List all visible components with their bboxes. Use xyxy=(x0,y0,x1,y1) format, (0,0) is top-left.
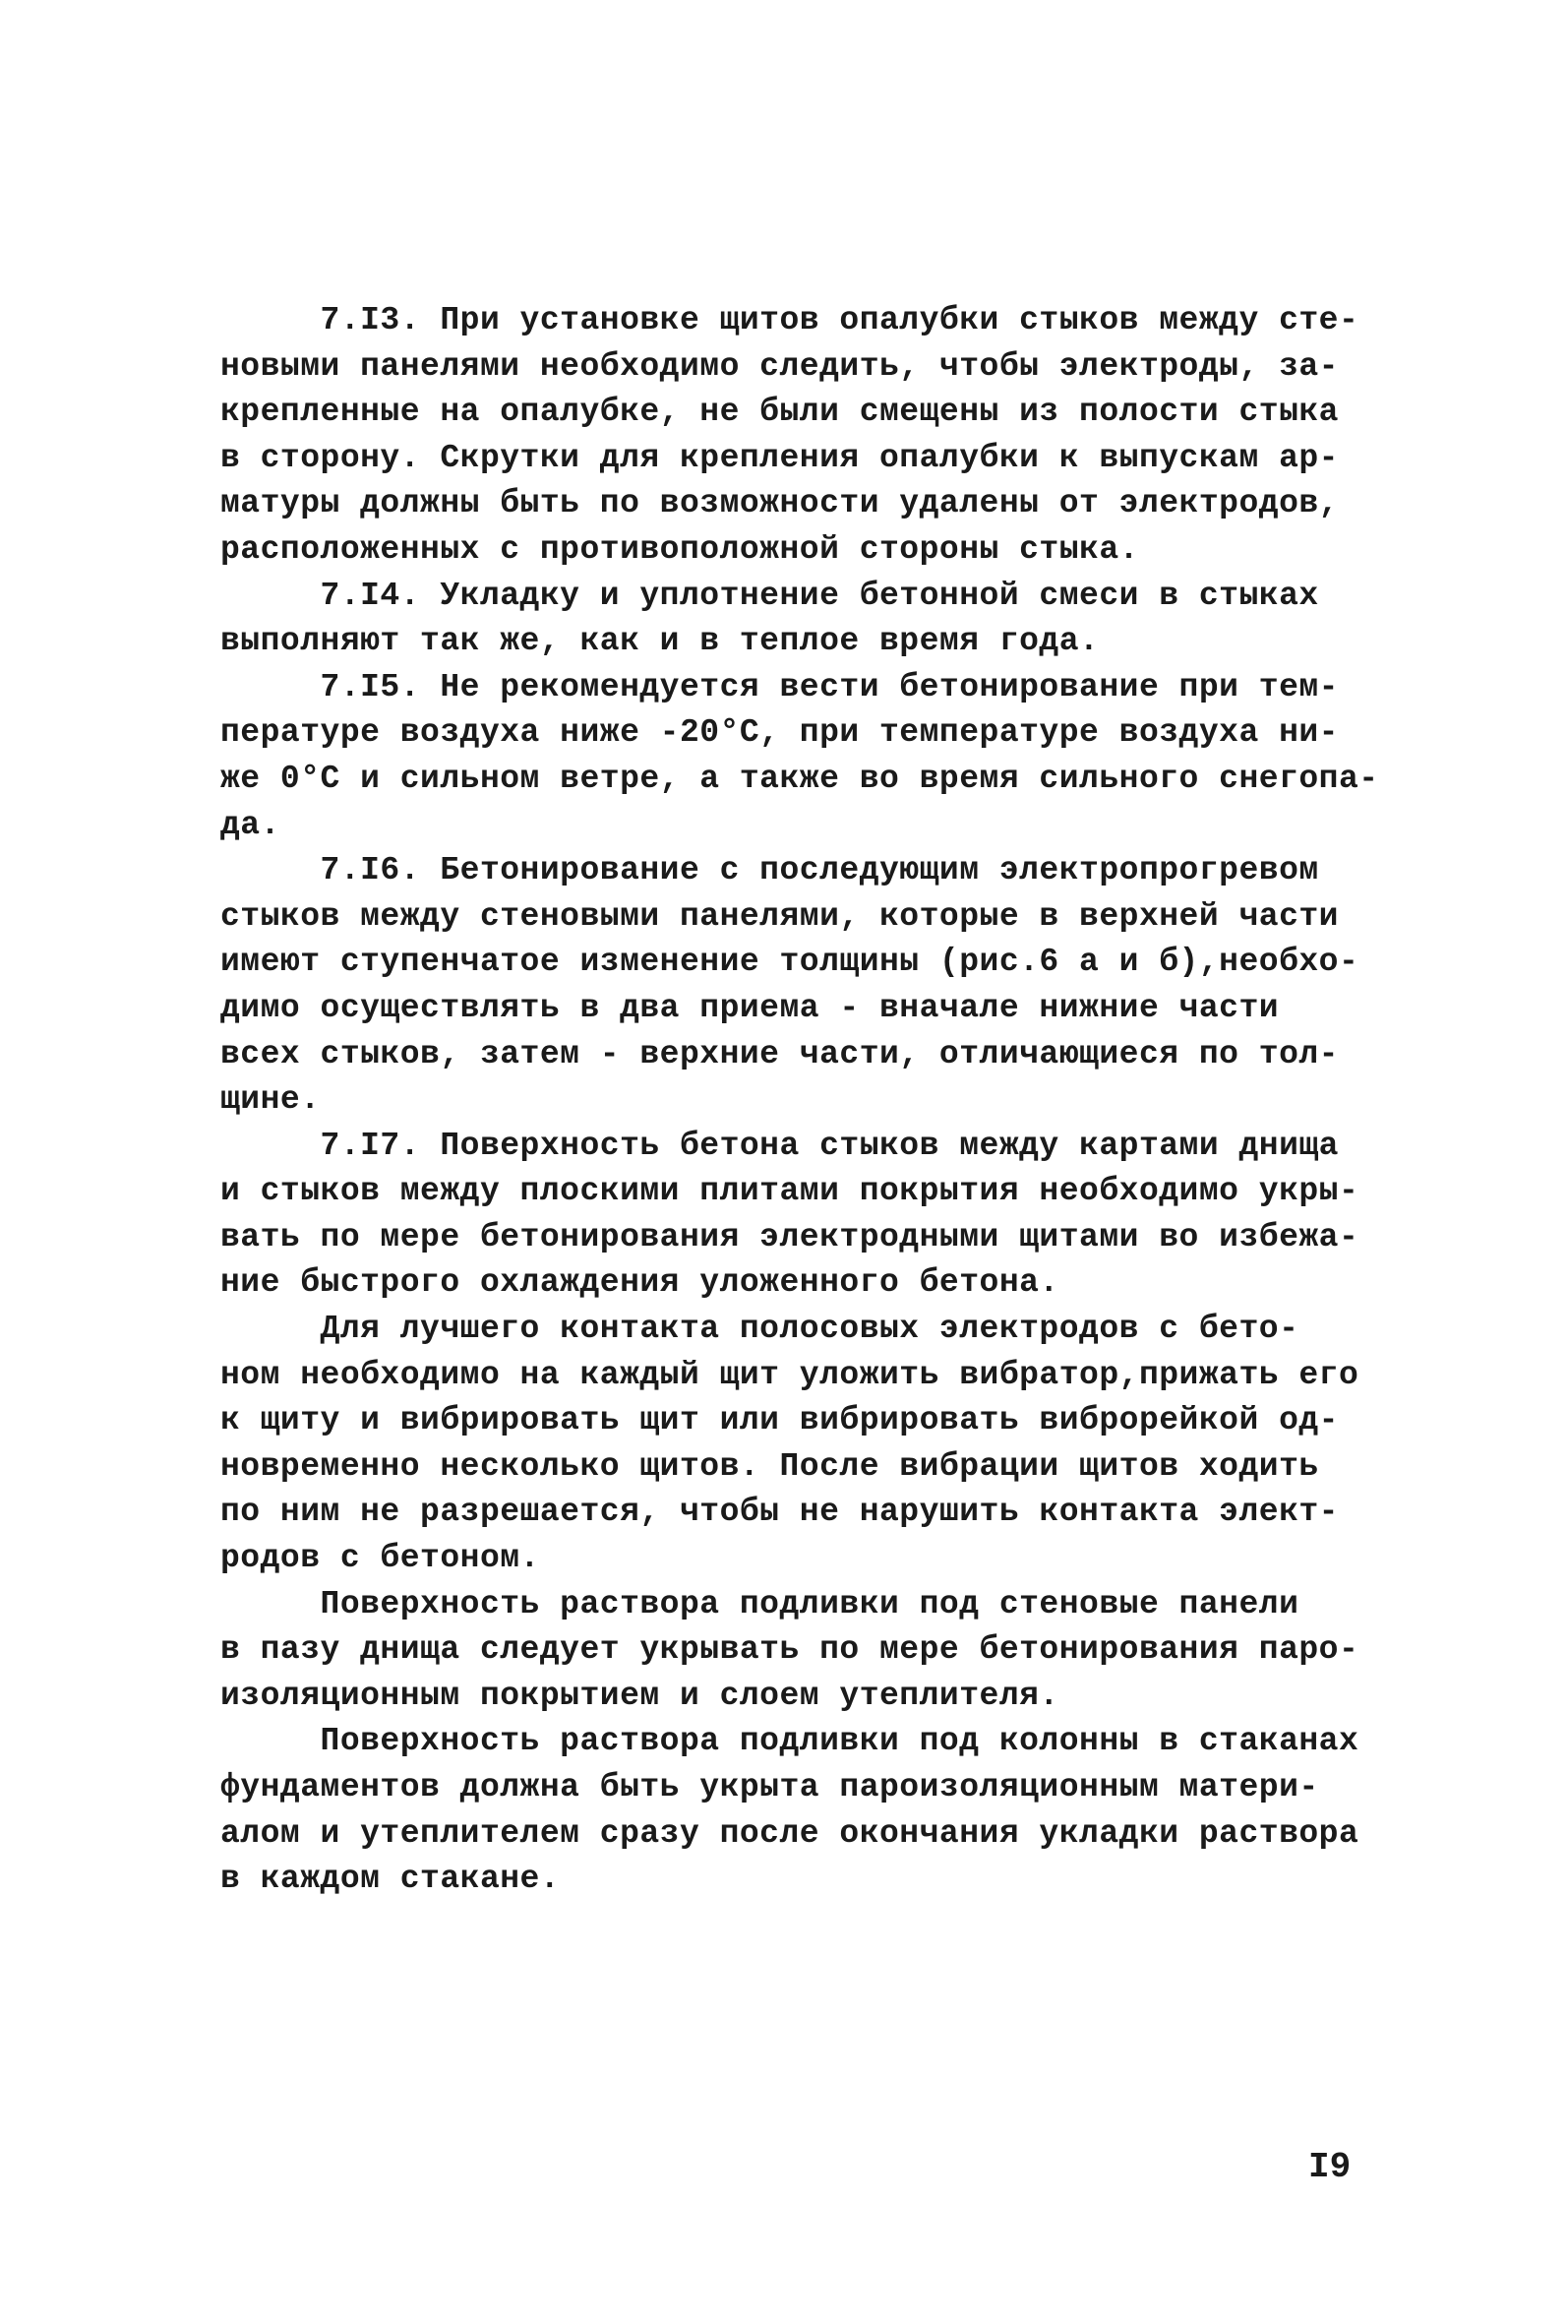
text-line: фундаментов должна быть укрыта пароизоляционным матери- xyxy=(220,1769,1319,1805)
text-line: стыков между стеновыми панелями, которые в верхней части xyxy=(220,897,1339,935)
text-line: Поверхность раствора подливки под колонны в стаканах xyxy=(220,1723,1359,1760)
text-line: алом и утеплителем сразу после окончания укладки раствора xyxy=(220,1814,1359,1852)
text-line: ние быстрого охлаждения уложенного бетона. xyxy=(220,1264,1059,1302)
text-line: 7.I6. Бетонирование с последующим электропрогревом xyxy=(220,852,1319,889)
text-line: матуры должны быть по возможности удалены от электродов, xyxy=(220,485,1339,522)
text-line: в пазу днища следует укрывать по мере бетонирования паро- xyxy=(220,1631,1359,1669)
text-line: имеют ступенчатое изменение толщины (рис.6 а и б),необхо- xyxy=(220,944,1359,981)
text-line: крепленные на опалубке, не были смещены из полости стыка xyxy=(220,394,1339,431)
text-line: щине. xyxy=(220,1081,321,1119)
text-line: 7.I5. Не рекомендуется вести бетонирование при тем- xyxy=(220,668,1339,705)
text-line: изоляционным покрытием и слоем утеплителя. xyxy=(220,1677,1059,1714)
text-line: новременно несколько щитов. После вибрации щитов ходить xyxy=(220,1447,1319,1485)
text-line: родов с бетоном. xyxy=(220,1540,540,1577)
text-line: в каждом стакане. xyxy=(220,1861,561,1898)
text-line: пературе воздуха ниже -20°С, при температуре воздуха ни- xyxy=(220,714,1339,752)
text-line: расположенных с противоположной стороны стыка. xyxy=(220,530,1139,568)
text-line: всех стыков, затем - верхние части, отличающиеся по тол- xyxy=(220,1035,1339,1072)
text-line: да. xyxy=(220,806,280,843)
body-text xyxy=(220,298,1381,1903)
text-line: по ним не разрешается, чтобы не нарушить контакта элект- xyxy=(220,1494,1339,1531)
text-line: 7.I3. При установке щитов опалубки стыков между сте- xyxy=(220,302,1359,338)
text-line: Для лучшего контакта полосовых электродов с бето- xyxy=(220,1311,1299,1348)
text-line: выполняют так же, как и в теплое время года. xyxy=(220,623,1100,660)
text-line: димо осуществлять в два приема - вначале нижние части xyxy=(220,989,1280,1026)
text-line: 7.I7. Поверхность бетона стыков между картами днища xyxy=(220,1127,1339,1164)
text-line: новыми панелями необходимо следить, чтобы электроды, за- xyxy=(220,347,1339,385)
text-line: к щиту и вибрировать щит или вибрировать виброрейкой од- xyxy=(220,1402,1339,1439)
text-line: вать по мере бетонирования электродными щитами во избежа- xyxy=(220,1218,1359,1255)
text-line: Поверхность раствора подливки под стеновые панели xyxy=(220,1585,1299,1622)
text-line: в сторону. Скрутки для крепления опалубки к выпускам ар- xyxy=(220,439,1339,476)
text-line: и стыков между плоскими плитами покрытия необходимо укры- xyxy=(220,1173,1359,1210)
text-line: 7.I4. Укладку и уплотнение бетонной смеси в стыках xyxy=(220,577,1319,614)
page-number: I9 xyxy=(1308,2147,1352,2187)
text-line: же 0°С и сильном ветре, а также во время сильного снегопа- xyxy=(220,760,1379,797)
text-line: ном необходимо на каждый щит уложить вибратор,прижать его xyxy=(220,1356,1359,1393)
